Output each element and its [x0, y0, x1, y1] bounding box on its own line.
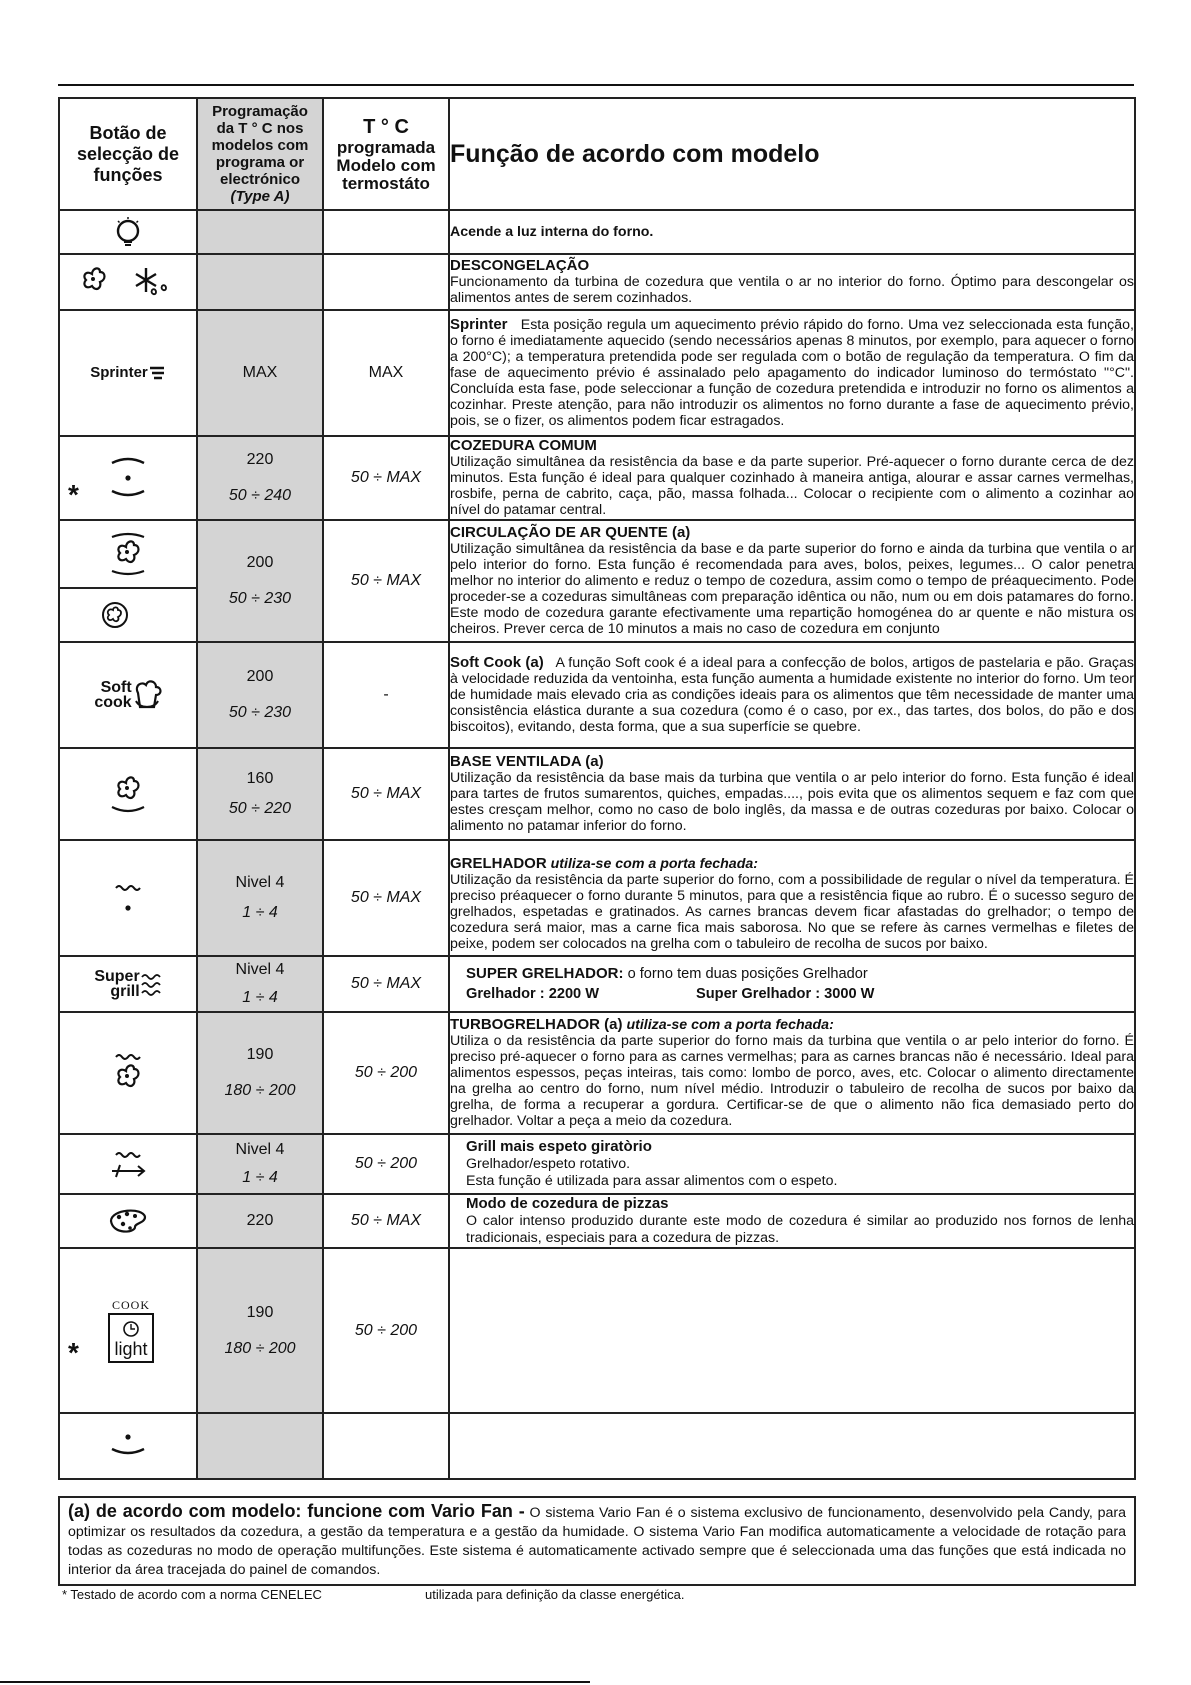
- sprinter-thermostat-temp: MAX: [323, 310, 449, 436]
- header-electronic-programming: Programação da T ° C nos modelos com programa or electrónico (Type A): [197, 98, 323, 210]
- hot-air-icon: [59, 520, 197, 642]
- conventional-icon: [59, 436, 197, 520]
- vario-fan-note: (a) de acordo com modelo: funcione com Vario Fan - O sistema Vario Fan é o sistema exclusivo de funcionamento, desenvolvido pela Candy, para optimizar os resultados da cozedura, a gestão da temperatura e a gestão da humidade. O sistema Vario Fan modifica automaticamente a velocidade de rotação para todas as cozeduras no modo de operação multifunções. Este sistema é automaticamente activado sempre que é seleccionada uma das funções que está indicada no interior da área tracejada do painel de comandos.: [58, 1496, 1136, 1586]
- rotisserie-icon: [59, 1134, 197, 1194]
- grill-description: GRELHADOR utiliza-se com a porta fechada: Utilização da resistência da parte superior do forno, com a possibilidade de regular o nível da temperatura. É preciso préaquecer o forno durante 5 minutos, para que a resistência fique ao rubro. É o sucesso seguro de grelhados, espetadas e gratinados. As carnes brancas devem ficar afastadas do grelhador; o tempo de cozedura será maior, mas a carne fica mais saborosa. No que se refere às carnes vermelhas e filetes de peixe, podem ser colocados na grelha com o tabuleiro de recolha de sucos por baixo.: [449, 840, 1135, 956]
- header-thermostat-model: T ° C programada Modelo com termostáto: [323, 98, 449, 210]
- rotisserie-thermostat-temp: 50 ÷ 200: [323, 1134, 449, 1194]
- cenelec-star-2: *: [68, 1337, 79, 1368]
- bottom-heat-icon: [59, 1413, 197, 1479]
- conventional-thermostat-temp: 50 ÷ MAX: [323, 436, 449, 520]
- turbo-grill-programmed-temp: 190 180 ÷ 200: [197, 1012, 323, 1134]
- header-function-description: Função de acordo com modelo: [449, 98, 1135, 210]
- ventilated-base-programmed-temp: 160 50 ÷ 220: [197, 748, 323, 840]
- header-function-selector: Botão de selecção de funções: [59, 98, 197, 210]
- sprinter-icon: Sprinter: [59, 310, 197, 436]
- ventilated-base-icon: [59, 748, 197, 840]
- table-row: [59, 840, 1135, 956]
- table-row: [59, 436, 1135, 520]
- table-row: [59, 748, 1135, 840]
- rotisserie-level: Nivel 4 1 ÷ 4: [197, 1134, 323, 1194]
- cook-light-icon: * COOK light: [59, 1248, 197, 1413]
- super-grill-icon: Super grill: [59, 956, 197, 1012]
- pizza-description: Modo de cozedura de pizzas O calor intenso produzido durante este modo de cozedura é similar ao produzido nos fornos de lenha tradicionais, especiais para a cozedura de pizzas.: [449, 1194, 1135, 1248]
- sprinter-programmed-temp: MAX: [197, 310, 323, 436]
- super-grill-thermostat-temp: 50 ÷ MAX: [323, 956, 449, 1012]
- table-header-row: [59, 98, 1135, 210]
- table-row: [59, 642, 1135, 748]
- cenelec-star: *: [68, 479, 79, 510]
- table-row: [59, 1134, 1135, 1194]
- table-row: [59, 1194, 1135, 1248]
- table-row: [59, 520, 1135, 642]
- lamp-icon: [59, 210, 197, 254]
- hot-air-programmed-temp: 200 50 ÷ 230: [197, 520, 323, 642]
- grill-icon: [59, 840, 197, 956]
- conventional-programmed-temp: 220 50 ÷ 240: [197, 436, 323, 520]
- table-row: [59, 1413, 1135, 1479]
- super-grill-level: Nivel 4 1 ÷ 4: [197, 956, 323, 1012]
- ventilated-base-thermostat-temp: 50 ÷ MAX: [323, 748, 449, 840]
- table-row: [59, 210, 1135, 254]
- defrost-description: DESCONGELAÇÃO Funcionamento da turbina de cozedura que ventila o ar no interior do forno. Óptimo para descongelar os alimentos antes de serem cozinhados.: [449, 254, 1135, 310]
- soft-cook-programmed-temp: 200 50 ÷ 230: [197, 642, 323, 748]
- conventional-description: COZEDURA COMUM Utilização simultânea da resistência da base e da parte superior. Pré-aquecer o forno durante cerca de dez minutos. Esta função é ideal para qualquer cozinhado à maneira antiga, alourar e assar carnes vermelhas, rosbife, perna de cabrito, caça, pão, massa folhada... Colocar o recipiente com o alimento a cozinhar ao nível do patamar central.: [450, 437, 1134, 518]
- footnote-cenelec: * Testado de acordo com a norma CENELEC: [62, 1587, 322, 1602]
- cook-light-programmed-temp: 190 180 ÷ 200: [197, 1248, 323, 1413]
- lamp-description: Acende a luz interna do forno.: [449, 210, 1135, 254]
- ventilated-base-description: BASE VENTILADA (a) Utilização da resistência da base mais da turbina que ventila o ar pelo interior do forno. Esta função é ideal para tartes de frutos sumarentos, quiches, empadas...., pois evita que os alimentos sequem e faz com que estes cresçam melhor, como no caso de bolo inglês, da massa e de outras cozeduras por baixo. Colocar o alimento no patamar inferior do forno.: [449, 748, 1135, 840]
- bottom-rule: [0, 1681, 590, 1683]
- table-row: [59, 310, 1135, 436]
- defrost-icon: [59, 254, 197, 310]
- hot-air-description: CIRCULAÇÃO DE AR QUENTE (a) Utilização simultânea da resistência da base e da parte superior do forno e ainda da turbina que ventila o ar pelo interior do forno. Esta função é recomendada para aves, bolos, peixes, legumes... O calor penetra melhor no interior do alimento e reduz o tempo de cozedura, assim como o tempo de préaquecimento. Pode proceder-se a cozeduras simultâneas com preparação idêntica ou não, num ou em dois patamares do forno. Este modo de cozedura garante efectivamente uma repartição homogénea do ar quente e não mistura os cheiros. Prever cerca de 10 minutos a mais no caso de cozedura em conjunto: [449, 520, 1135, 642]
- turbo-grill-description: TURBOGRELHADOR (a) utiliza-se com a porta fechada: Utiliza o da resistência da parte superior do forno mais da turbina que ventila o ar pelo interior do forno. É preciso pré-aquecer o forno para as carnes vermelhas; para as carnes brancas não é necessário. Ideal para alimentos espessos, peças inteiras, tais como: lombo de porco, aves, etc. Colocar o alimento directamente na grelha ao centro do forno, num nível médio. Introduzir o tabuleiro de recolha de sucos por baixo da grelha, de forma a recuperar a gordura. Certificar-se de que o alimento não fica demasiado perto do grelhador. Voltar a peça a meio da cozedura.: [449, 1012, 1135, 1134]
- soft-cook-description: Soft Cook (a) A função Soft cook é a ideal para a confecção de bolos, artigos de pastelaria e pão. Graças à velocidade reduzida da ventoinha, esta função aumenta a humidade existente no interior do forno. Um teor de humidade mais elevado cria as condições ideais para os alimentos que têm necessidade de manter uma consistência elástica durante a sua cozedura (como é o caso, por ex., das tartes, dos bolos, do pão e dos biscoitos), evitando, desta forma, que a sua superfície se quebre.: [449, 642, 1135, 748]
- table-row: [59, 1012, 1135, 1134]
- top-rule: [58, 84, 1134, 86]
- pizza-programmed-temp: 220: [197, 1194, 323, 1248]
- pizza-icon: [59, 1194, 197, 1248]
- bottom-heat-description: [449, 1413, 1135, 1479]
- table-row: [59, 254, 1135, 310]
- fan-icon: [60, 589, 196, 641]
- cook-light-description: [449, 1248, 1135, 1413]
- grill-thermostat-temp: 50 ÷ MAX: [323, 840, 449, 956]
- rotisserie-description: Grill mais espeto giratòrio Grelhador/espeto rotativo. Esta função é utilizada para assar alimentos com o espeto.: [449, 1134, 1135, 1194]
- footnote-energy-class: utilizada para definição da classe energética.: [425, 1587, 685, 1602]
- pizza-thermostat-temp: 50 ÷ MAX: [323, 1194, 449, 1248]
- turbo-grill-icon: [59, 1012, 197, 1134]
- hot-air-thermostat-temp: 50 ÷ MAX: [323, 520, 449, 642]
- turbo-grill-thermostat-temp: 50 ÷ 200: [323, 1012, 449, 1134]
- super-grill-description: SUPER GRELHADOR: o forno tem duas posições Grelhador Grelhador : 2200 W Super Grelhador : 3000 W: [449, 956, 1135, 1012]
- table-row: [59, 956, 1135, 1012]
- table-row: [59, 1248, 1135, 1413]
- cook-light-thermostat-temp: 50 ÷ 200: [323, 1248, 449, 1413]
- soft-cook-thermostat-temp: -: [323, 642, 449, 748]
- grill-level: Nivel 4 1 ÷ 4: [197, 840, 323, 956]
- soft-cook-icon: Soft cook: [59, 642, 197, 748]
- functions-table: [58, 97, 1136, 1480]
- sprinter-description: Sprinter Esta posição regula um aquecimento prévio rápido do forno. Uma vez seleccionada esta função, o forno é imediatamente aquecido (sendo necessários apenas 8 minutos, por exemplo, para aquecer o forno a 200°C); a temperatura pretendida pode ser regulada com o botão de regulação da temperatura. O fim da fase de aquecimento prévio é assinalado pelo apagamento do indicador luminoso do termóstato "°C". Concluída esta fase, pode seleccionar a função de cozedura pretendida e introduzir no forno os alimentos a cozinhar. Preste atenção, para não introduzir os alimentos no forno durante a fase de aquecimento prévio, pois, se o fizer, os alimentos podem ficar estragados.: [449, 310, 1135, 436]
